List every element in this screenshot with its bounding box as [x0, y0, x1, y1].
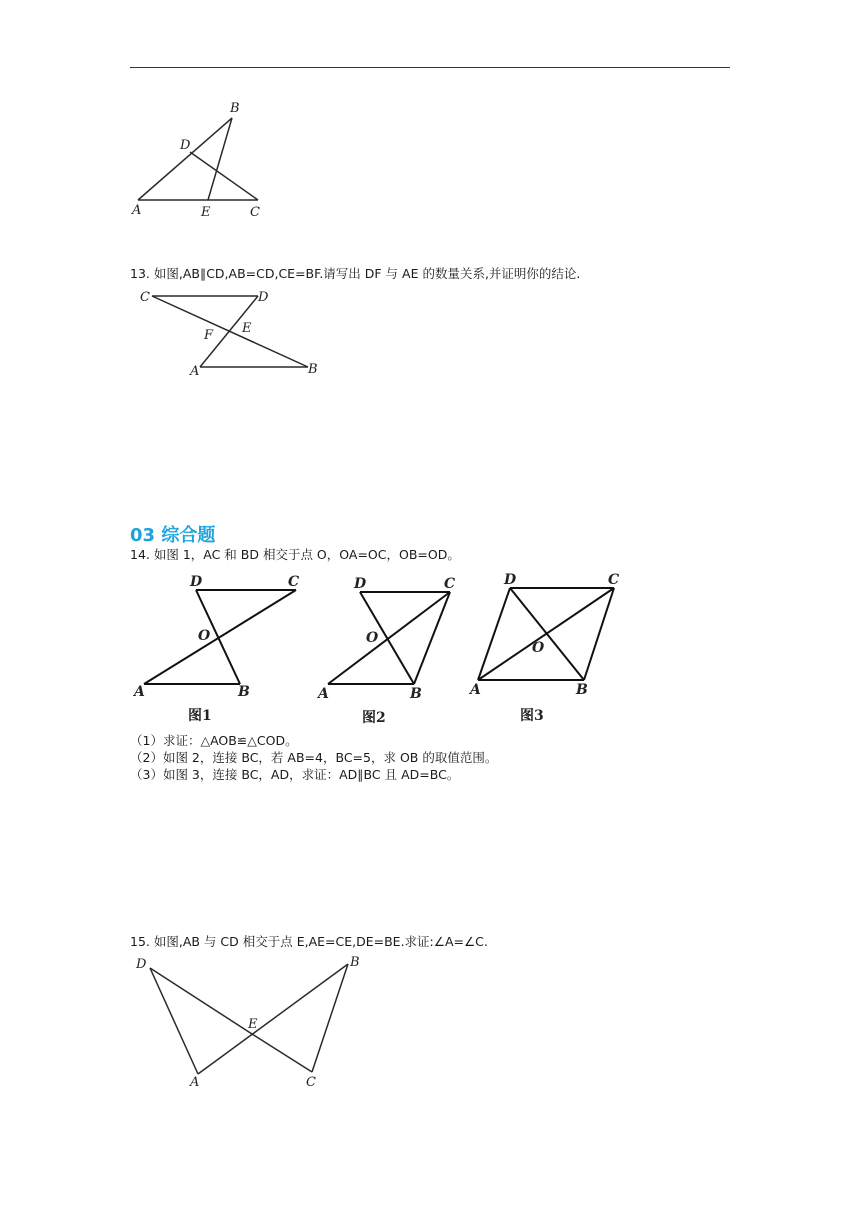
label-D: D [136, 957, 147, 972]
label-A: A [190, 1075, 200, 1090]
section-heading: 03 综合题 [130, 525, 216, 546]
q14-part-1: （1）求证：△AOB≌△COD。 [130, 733, 298, 748]
label-O: O [366, 630, 379, 646]
label-O: O [198, 628, 211, 644]
label-B: B [238, 684, 250, 700]
label-D: D [190, 574, 203, 590]
label-A: A [318, 686, 329, 702]
label-O: O [532, 640, 545, 656]
label-B: B [230, 101, 240, 116]
label-A: A [134, 684, 145, 700]
q13-text: 13. 如图,AB∥CD,AB=CD,CE=BF.请写出 DF 与 AE 的数量关系,并证明你的结论. [130, 266, 581, 281]
label-E: E [242, 321, 252, 336]
label-C: C [444, 576, 456, 592]
label-C: C [140, 290, 150, 305]
label-A: A [470, 682, 481, 698]
figure-q15 [132, 952, 372, 1092]
label-B: B [576, 682, 588, 698]
label-C: C [250, 205, 260, 220]
header-rule [130, 67, 730, 68]
figure-q14-1 [130, 570, 300, 728]
caption-fig2: 图2 [362, 710, 386, 726]
label-D: D [354, 576, 367, 592]
label-E: E [201, 205, 211, 220]
label-C: C [306, 1075, 316, 1090]
q14-part-2: （2）如图 2，连接 BC，若 AB=4，BC=5，求 OB 的取值范围。 [130, 750, 498, 765]
figure-q12 [128, 98, 278, 223]
label-B: B [308, 362, 318, 377]
label-D: D [504, 572, 517, 588]
caption-fig1: 图1 [188, 708, 212, 724]
label-B: B [350, 955, 360, 970]
figure-q14-3 [466, 568, 631, 726]
figure-q13 [138, 285, 328, 380]
q14-text: 14. 如图 1，AC 和 BD 相交于点 O，OA=OC，OB=OD。 [130, 547, 460, 562]
label-A: A [190, 364, 200, 379]
figure-q14-2 [316, 570, 466, 728]
label-F: F [204, 328, 214, 343]
label-B: B [410, 686, 422, 702]
label-D: D [180, 138, 191, 153]
label-C: C [288, 574, 300, 590]
label-E: E [248, 1017, 258, 1032]
q15-text: 15. 如图,AB 与 CD 相交于点 E,AE=CE,DE=BE.求证:∠A=∠C. [130, 934, 488, 949]
label-A: A [132, 203, 142, 218]
label-C: C [608, 572, 620, 588]
q14-part-3: （3）如图 3，连接 BC，AD，求证：AD∥BC 且 AD=BC。 [130, 767, 460, 782]
label-D: D [258, 290, 269, 305]
caption-fig3: 图3 [520, 708, 544, 724]
